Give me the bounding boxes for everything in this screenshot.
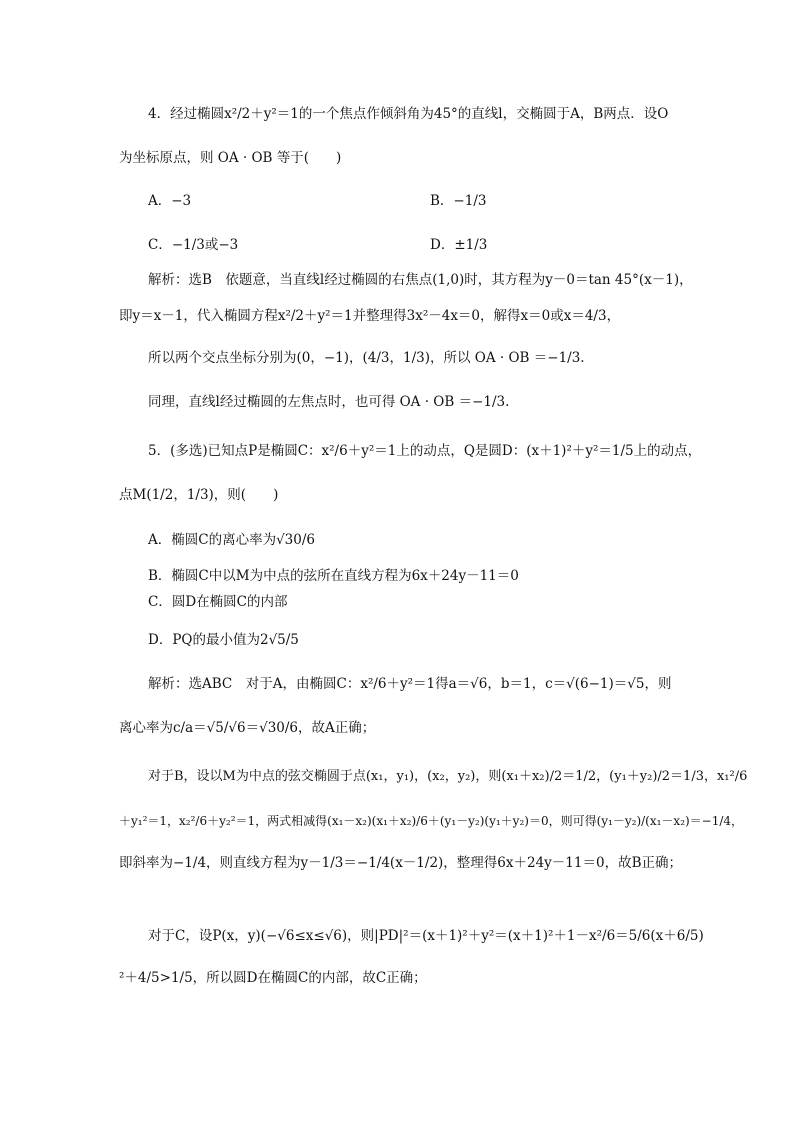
problem4-stem-line1: 4．经过椭圆x²/2＋y²＝1的一个焦点作倾斜角为45°的直线l，交椭圆于A，B两点．设O — [148, 106, 669, 122]
problem4-option-c: C．−1/3或−3 — [148, 237, 239, 253]
problem4-option-b: B．−1/3 — [430, 193, 487, 209]
problem4-solution-line1: 解析：选B 依题意，当直线l经过椭圆的右焦点(1,0)时，其方程为y－0＝tan 45°(x－1)， — [148, 272, 693, 288]
problem5-solution-line3: 对于B，设以M为中点的弦交椭圆于点(x₁，y₁)，(x₂，y₂)，则(x₁＋x₂)/2＝1/2，(y₁＋y₂)/2＝1/3，x₁²/6 — [148, 769, 748, 784]
problem5-option-b: B．椭圆C中以M为中点的弦所在直线方程为6x＋24y－11＝0 — [148, 568, 519, 584]
problem4-option-a: A．−3 — [148, 193, 192, 209]
problem4-solution-line4: 同理，直线l经过椭圆的左焦点时，也可得 OA · OB ＝−1/3. — [148, 394, 510, 410]
problem5-option-a: A．椭圆C的离心率为√30/6 — [148, 532, 315, 548]
problem5-solution-line1: 解析：选ABC 对于A，由椭圆C：x²/6＋y²＝1得a＝√6，b＝1，c＝√(6−1)＝√5，则 — [148, 676, 672, 692]
problem4-solution-line3: 所以两个交点坐标分别为(0，−1)，(4/3，1/3)，所以 OA · OB ＝−1/3. — [148, 350, 585, 366]
problem5-stem-line2: 点M(1/2，1/3)，则( ) — [119, 487, 279, 503]
problem5-solution-line4: ＋y₁²＝1，x₂²/6＋y₂²＝1，两式相减得(x₁－x₂)(x₁＋x₂)/6＋(y₁－y₂)(y₁＋y₂)＝0，则可得(y₁－y₂)/(x₁－x₂)＝−1/4， — [119, 814, 744, 828]
problem5-option-c: C．圆D在椭圆C的内部 — [148, 594, 288, 610]
problem4-stem-line2: 为坐标原点，则 OA · OB 等于( ) — [119, 150, 342, 166]
problem5-solution-line6: 对于C，设P(x，y)(−√6≤x≤√6)，则|PD|²＝(x＋1)²＋y²＝(x＋1)²＋1－x²/6＝5/6(x＋6/5) — [148, 928, 704, 944]
problem5-solution-line2: 离心率为c/a＝√5/√6＝√30/6，故A正确； — [119, 720, 376, 736]
problem5-solution-line5: 即斜率为−1/4，则直线方程为y－1/3＝−1/4(x－1/2)，整理得6x＋24y－11＝0，故B正确； — [119, 855, 682, 871]
problem5-solution-line7: ²＋4/5>1/5，所以圆D在椭圆C的内部，故C正确； — [119, 970, 427, 986]
problem4-solution-line2: 即y＝x－1，代入椭圆方程x²/2＋y²＝1并整理得3x²－4x＝0，解得x＝0或x＝4/3， — [119, 308, 621, 324]
problem5-option-d: D．PQ的最小值为2√5/5 — [148, 632, 299, 648]
problem4-option-d: D．±1/3 — [430, 237, 488, 253]
problem5-stem-line1: 5．(多选)已知点P是椭圆C：x²/6＋y²＝1上的动点，Q是圆D：(x＋1)²＋y²＝1/5上的动点， — [148, 443, 702, 459]
